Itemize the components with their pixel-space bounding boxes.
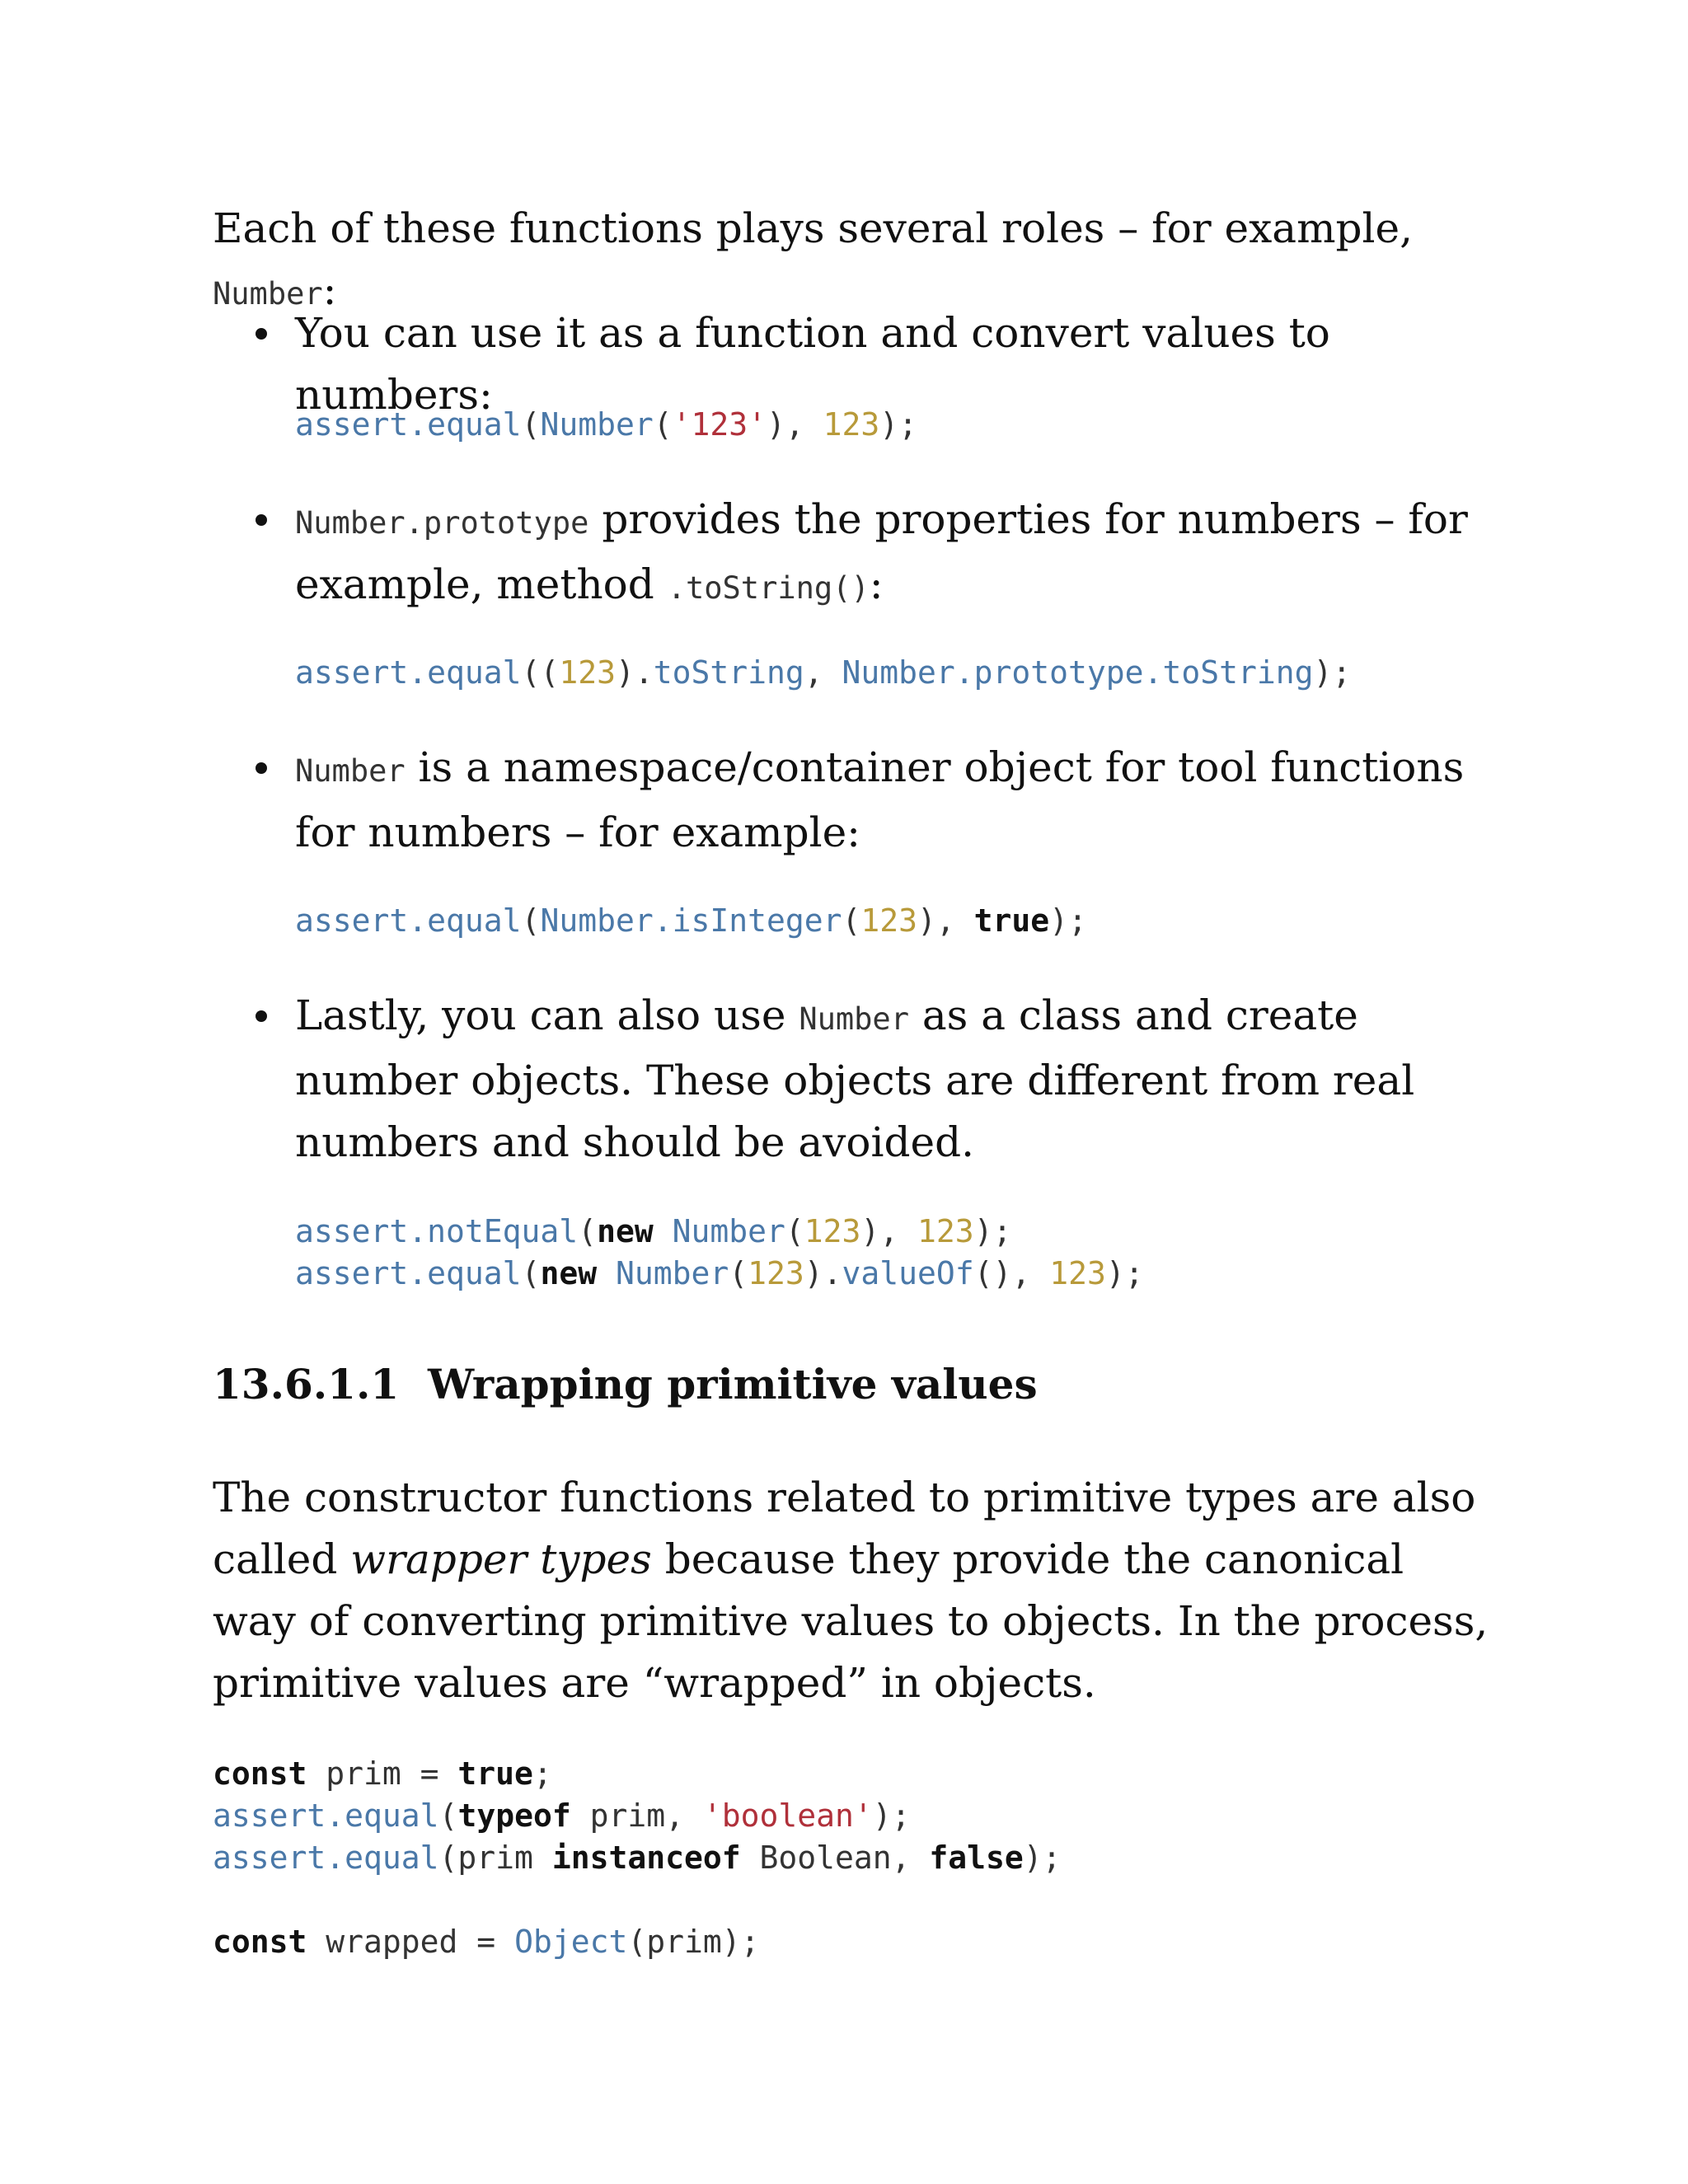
intro-colon: : <box>322 266 337 314</box>
code-token: ); <box>879 406 918 443</box>
code-token: ), <box>767 406 823 443</box>
code-token: '123' <box>672 406 767 443</box>
code-token: 123 <box>823 406 880 443</box>
code-token: ); <box>1023 1840 1062 1876</box>
code-token: ); <box>973 1213 1012 1249</box>
code-token: ); <box>1105 1255 1144 1291</box>
bullet-dot <box>256 762 267 774</box>
code-token: ), <box>860 1213 918 1249</box>
code-token: const <box>213 1755 307 1792</box>
section-heading <box>213 1356 1038 1413</box>
code-token: 123 <box>1049 1255 1106 1291</box>
bullet-text <box>295 489 1507 619</box>
bullet-4-text-end: as a class and create number objects. These objects are different from real numbers and should be avoided. <box>295 991 1415 1166</box>
code-token: (prim <box>438 1840 552 1876</box>
code-token: instanceof <box>551 1840 741 1876</box>
code-token: ; <box>532 1755 552 1792</box>
code-token: Number <box>615 1255 729 1291</box>
bullet-2-text: provides the properties for numbers – for example, method <box>295 495 1468 608</box>
code-token: 123 <box>559 654 616 691</box>
bullet-dot <box>256 1010 267 1022</box>
code-token: ); <box>872 1797 911 1834</box>
intro-text: Each of these functions plays several roles – for example, <box>213 204 1414 252</box>
code-token: toString <box>653 654 804 691</box>
code-line <box>213 1840 1062 1876</box>
code-token: ); <box>1313 654 1352 691</box>
code-token: , <box>804 654 842 691</box>
emphasis-term: wrapper types <box>350 1535 652 1583</box>
code-token: 'boolean' <box>702 1797 873 1834</box>
code-block <box>295 1211 1144 1295</box>
code-line <box>213 1755 552 1792</box>
code-token: ). <box>804 1255 842 1291</box>
code-line <box>213 1924 760 1960</box>
code-token: 123 <box>860 902 918 939</box>
code-token <box>654 1213 673 1249</box>
code-token: typeof <box>457 1797 571 1834</box>
code-line <box>213 1797 911 1834</box>
wrapper-text: The constructor functions related to primitive types are also called <box>213 1474 1476 1583</box>
code-token: true <box>457 1755 533 1792</box>
code-token: const <box>213 1924 307 1960</box>
code-token: ). <box>615 654 654 691</box>
code-token: ( <box>521 406 541 443</box>
code-token: assert.equal <box>213 1797 439 1834</box>
code-token: assert.equal <box>295 406 522 443</box>
bullet-3-text: is a namespace/container object for tool functions for numbers – for example: <box>295 743 1465 856</box>
code-token: 123 <box>804 1213 861 1249</box>
code-line <box>295 406 917 443</box>
inline-code: .toString() <box>667 570 870 606</box>
code-token: ), <box>917 902 974 939</box>
code-token: ( <box>578 1213 598 1249</box>
code-token: false <box>929 1840 1024 1876</box>
code-token: ); <box>1049 902 1087 939</box>
code-token: ( <box>653 406 673 443</box>
code-line <box>295 1255 1144 1291</box>
code-line <box>295 902 1087 939</box>
code-token: (), <box>973 1255 1050 1291</box>
bullet-text <box>295 737 1507 864</box>
code-token: assert.notEqual <box>295 1213 579 1249</box>
code-block <box>213 1753 1062 1963</box>
code-token: new <box>597 1213 654 1249</box>
code-token: ( <box>438 1797 458 1834</box>
code-token: prim = <box>307 1755 458 1792</box>
code-token: wrapped = <box>307 1924 515 1960</box>
code-token: assert.equal <box>213 1840 439 1876</box>
bullet-2-colon: : <box>869 560 884 608</box>
code-token: Object <box>514 1924 628 1960</box>
wrapper-paragraph <box>213 1467 1498 1714</box>
code-token: (( <box>521 654 560 691</box>
code-token: ( <box>729 1255 748 1291</box>
inline-code: Number <box>295 753 406 789</box>
section-title: Wrapping primitive values <box>428 1360 1038 1408</box>
inline-code: Number <box>799 1001 909 1037</box>
code-token: Number <box>540 406 654 443</box>
section-number: 13.6.1.1 <box>213 1360 400 1408</box>
code-token: Boolean, <box>740 1840 930 1876</box>
bullet-4-text: Lastly, you can also use <box>295 991 799 1039</box>
code-line <box>295 654 1351 691</box>
code-token: assert.equal <box>295 1255 522 1291</box>
wrapper-text-end: because they provide the canonical way of converting primitive values to objects. In the process, primitive values are “wrapped” in objects. <box>213 1535 1489 1707</box>
code-token: valueOf <box>842 1255 974 1291</box>
bullet-dot <box>256 328 267 340</box>
code-block <box>295 404 917 446</box>
code-token: 123 <box>748 1255 804 1291</box>
bullet-text <box>295 985 1507 1174</box>
code-token: ( <box>521 902 541 939</box>
code-token: ( <box>521 1255 541 1291</box>
code-token: Number <box>672 1213 785 1249</box>
code-block <box>295 652 1351 694</box>
inline-code: Number.prototype <box>295 505 589 541</box>
code-token: ( <box>842 902 861 939</box>
code-token: (prim); <box>627 1924 760 1960</box>
code-token: assert.equal <box>295 902 522 939</box>
inline-code: Number <box>213 276 323 312</box>
code-token: prim, <box>570 1797 703 1834</box>
code-block <box>295 900 1087 942</box>
code-token: ( <box>785 1213 804 1249</box>
code-token: 123 <box>917 1213 974 1249</box>
code-token: true <box>973 902 1050 939</box>
code-token: Number.isInteger <box>540 902 842 939</box>
code-token: new <box>540 1255 598 1291</box>
code-token: assert.equal <box>295 654 522 691</box>
code-line <box>295 1213 1011 1249</box>
code-token: Number.prototype.toString <box>842 654 1314 691</box>
bullet-dot <box>256 514 267 526</box>
bullet-1-text: You can use it as a function and convert values to numbers: <box>295 309 1330 419</box>
code-token <box>597 1255 616 1291</box>
